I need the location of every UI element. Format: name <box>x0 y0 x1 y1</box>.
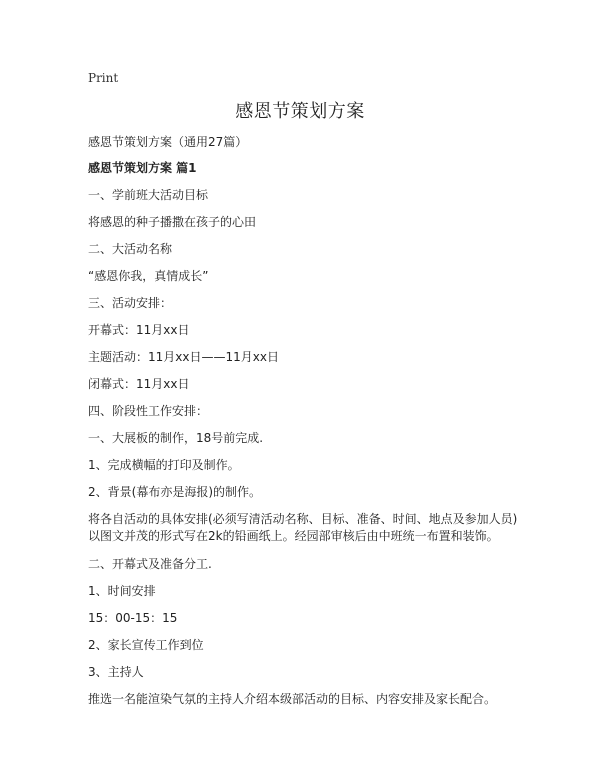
text-line: 一、大展板的制作，18号前完成. <box>88 431 264 445</box>
text-line: 一、学前班大活动目标 <box>88 188 209 202</box>
text-line: 将感恩的种子播撒在孩子的心田 <box>88 215 257 229</box>
print-label: Print <box>88 71 119 85</box>
text-line: 闭幕式：11月xx日 <box>88 377 190 391</box>
subtitle-line: 感恩节策划方案（通用27篇） <box>88 135 248 149</box>
text-line: 二、大活动名称 <box>88 242 173 256</box>
text-line: 二、开幕式及准备分工. <box>88 557 212 571</box>
text-line: 2、背景(幕布亦是海报)的制作。 <box>88 485 261 499</box>
text-line: “感恩你我，真情成长” <box>88 269 209 283</box>
text-line: 3、主持人 <box>88 665 144 679</box>
text-line: 1、完成横幅的打印及制作。 <box>88 458 240 472</box>
text-line: 1、时间安排 <box>88 584 156 598</box>
text-paragraph <box>88 511 520 545</box>
text-line: 开幕式：11月xx日 <box>88 323 190 337</box>
text-line: 推选一名能渲染气氛的主持人介绍本级部活动的目标、内容安排及家长配合。 <box>88 692 497 706</box>
text-line: 主题活动：11月xx日——11月xx日 <box>88 350 279 364</box>
text-line: 三、活动安排： <box>88 296 173 310</box>
paragraph-line: 以图文并茂的形式写在2k的铅画纸上。经园部审核后由中班统一布置和装饰。 <box>88 529 499 543</box>
text-line: 2、家长宣传工作到位 <box>88 638 204 652</box>
section-heading: 感恩节策划方案 篇1 <box>88 161 197 175</box>
text-line: 15：00-15：15 <box>88 611 178 625</box>
paragraph-line: 将各自活动的具体安排(必须写清活动名称、目标、准备、时间、地点及参加人员) <box>88 512 518 526</box>
text-line: 四、阶段性工作安排： <box>88 404 209 418</box>
page-title: 感恩节策划方案 <box>235 101 365 122</box>
